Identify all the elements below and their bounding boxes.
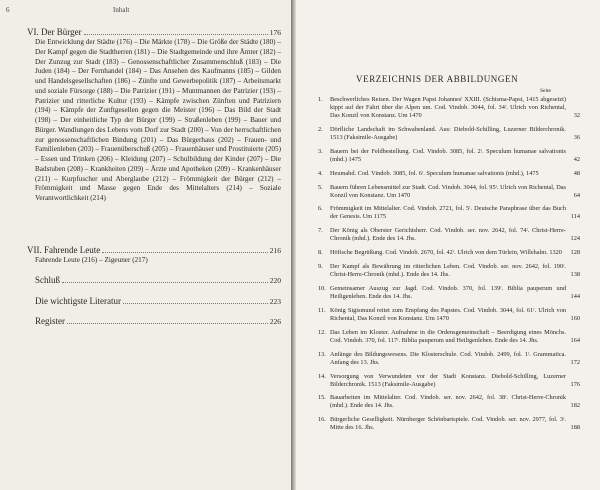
figure-page: 176 <box>570 380 580 388</box>
toc-chapter-vii <box>27 245 281 266</box>
figure-caption: Frömmigkeit im Mittelalter. Cod. Vindob. 2721, fol. 5ʳ. Deutsche Paraphrase über das Buch der Genesis. Um 1175 <box>330 205 566 221</box>
figure-page: 172 <box>570 358 580 366</box>
figure-entry <box>318 285 580 301</box>
figure-caption: Dörfliche Landschaft im Schwabenland. Aus: Diebold-Schilling, Luzerner Bilderchronik. 1513 (Faksimile-Ausgabe) <box>330 125 566 141</box>
figure-page: 36 <box>573 133 580 141</box>
figure-page: 128 <box>570 249 580 257</box>
right-page <box>296 0 600 490</box>
section-page: 220 <box>269 276 281 285</box>
figure-entry <box>318 249 580 257</box>
figure-number: 3. <box>318 147 323 155</box>
section-title: Register <box>35 316 65 326</box>
figure-page: 32 <box>573 112 580 119</box>
leader-dots <box>123 303 268 304</box>
section-title: Schluß <box>35 275 61 285</box>
section-page: 226 <box>269 317 281 326</box>
figure-entry <box>318 351 580 367</box>
leader-dots <box>62 282 268 283</box>
figure-page: 160 <box>570 314 580 322</box>
toc-register <box>27 316 281 327</box>
figure-number: 16. <box>318 416 326 424</box>
figure-page: 124 <box>570 235 580 243</box>
figure-number: 12. <box>318 328 326 336</box>
figure-entry <box>318 307 580 323</box>
running-head: Inhalt <box>113 6 130 14</box>
figure-page: 144 <box>570 293 580 301</box>
figure-entry <box>318 184 580 200</box>
figure-number: 1. <box>318 96 323 103</box>
figure-caption: Versorgung von Verwundeten vor der Stadt Konstanz. Diebold-Schilling, Luzerner Bilderchronik. 1513 (Faksimile-Ausgabe) <box>330 372 566 388</box>
figure-entry <box>318 126 580 142</box>
figure-page: 188 <box>570 424 580 432</box>
figure-caption: Das Leben im Kloster. Aufnahme in die Ordensgemeinschaft – Beerdigung eines Mönchs. Cod. Vindob. 370, fol. 117ʳ. Biblia pauperum und Heiligenleben. Ende des 14. Jhs. <box>330 328 566 344</box>
chapter-title: VI. Der Bürger <box>27 27 82 37</box>
figure-number: 5. <box>318 183 323 191</box>
figure-caption: Bürgerliche Geselligkeit. Nürnberger Schönbartspiele. Cod. Vindob. ser. nov. 2977, fol. 3ʳ. Mitte des 16. Jhs. <box>330 416 566 432</box>
chapter-subtopics: Die Entwicklung der Städte (176) – Die Märkte (178) – Die Größe der Städte (180) – Der Kampf gegen die Stadtherren (181) – Die Stadtgemeinde und ihre Ämter (182) – Der Zunzug zur Stadt (183) – Genossenschaftlicher Zusammenschluß (183) – Die Juden (184) – Der Fernhandel (184) – Das Ansehen des Kaufmanns (185) – Gilden und Handelsgesellschaften (186) – Zünfte und Gewerbepolitik (187) – Arbeitsmarkt und soziale Fürsorge (188) – Die Patrizier (191) – Muntmannen der Patrizier (193) – Patrizier und ritterliche Kultur (193) – Kämpfe zwischen Zünften und Patriziern (194) – Kämpfe der Zunftgesellen gegen die Meister (196) – Das Bild der Stadt (198) – Der einheitliche Typ der Bürger (199) – Straßenleben (199) – Bauer und Bürger. Wandlungen des Lebens vom Dorf zur Stadt (200) – Von der herrschaftlichen zur genossenschaftlichen Bindung (201) – Das Bürgerhaus (202) – Frauen- und Familienleben (203) – Frauenüberschuß (205) – Frauenhäuser und Prostituierte (205) – Essen und Trinken (206) – Kleidung (207) – Schulbildung der Kinder (207) – Die Badstuben (208) – Krankheiten (209) – Ärzte und Apotheken (209) – Krankenhäuser (211) – Kurpfuscher und Aberglaube (212) – Frömmigkeit der Bürger (212) – Frömmigkeit und Masse gegen Ende des Mittelalters (214) – Soziale Verantwortlichkeit (214) <box>35 38 281 202</box>
figure-entry <box>318 329 580 345</box>
left-page <box>0 0 291 490</box>
figure-entry <box>318 416 580 432</box>
figure-caption: Heumahd. Cod. Vindob. 3085, fol. 6ʳ. Speculum humanae salvationis (mhd.), 1475 <box>330 169 539 177</box>
figure-number: 7. <box>318 227 323 235</box>
figure-entry <box>318 148 580 164</box>
page-title: VERZEICHNIS DER ABBILDUNGEN <box>356 74 519 84</box>
figure-number: 14. <box>318 372 326 380</box>
section-page: 223 <box>269 297 281 306</box>
figure-page: 138 <box>570 271 580 279</box>
toc-chapter-vi <box>27 27 281 204</box>
figure-number: 11. <box>318 306 326 314</box>
figure-caption: Der König als Oberster Gerichtsherr. Cod. Vindob. ser. nov. 2642, fol. 74ʳ. Christ-Herre-Chronik (mhd.). Ende des 14. Jhs. <box>330 227 566 243</box>
section-title: Die wichtigste Literatur <box>35 296 121 306</box>
figure-caption: Beschwerliches Reisen. Der Wagen Papst Johannes' XXIII. (Schisma-Papst, 1415 abgesetzt) kippt auf der Fahrt über die Alpen um. Cod. Vindob. 3044, fol. 34ʳ. Ulrich von Richental, Das Konzil von Konstanz. Um 1470 <box>330 96 566 119</box>
figure-caption: Gemeinsamer Auszug zur Jagd. Cod. Vindob. 370, fol. 139ʳ. Biblia pauperum und Heiligenleben. Ende des 14. Jhs. <box>330 285 566 301</box>
figure-caption: Bauern führen Lebensmittel zur Stadt. Cod. Vindob. 3044, fol. 95ʳ. Ulrich von Richental, Das Konzil von Konstanz. Um 1470 <box>330 183 566 199</box>
toc-schluss <box>27 275 281 286</box>
figure-page: 114 <box>570 213 580 221</box>
figure-number: 10. <box>318 285 326 293</box>
chapter-page: 176 <box>269 28 281 37</box>
figure-entry <box>318 394 580 410</box>
figure-page: 64 <box>573 191 580 199</box>
figure-page: 48 <box>573 169 580 177</box>
figure-caption: Bauern bei der Feldbestellung. Cod. Vindob. 3085, fol. 2ʳ. Speculum humanae salvationis (mhd.) 1475 <box>330 147 566 163</box>
figure-number: 15. <box>318 394 326 402</box>
figure-entry <box>318 96 580 120</box>
figure-caption: Anfänge des Bildungswesens. Die Klosterschule. Cod. Vindob. 2499, fol. 1ʳ. Grammatica. Anfang des 13. Jhs. <box>330 350 566 366</box>
chapter-page: 216 <box>269 246 281 255</box>
figure-caption: Höfische Begrüßung. Cod. Vindob. 2670, fol. 42ʳ. Ulrich von dem Türlein, Willehalm. 1320 <box>330 249 562 257</box>
chapter-title: VII. Fahrende Leute <box>27 245 101 255</box>
figure-entry <box>318 205 580 221</box>
figure-number: 13. <box>318 350 326 358</box>
leader-dots <box>84 34 268 35</box>
page-column-label: Seite <box>540 88 551 94</box>
figure-caption: König Sigismund reitet zum Empfang des Papstes. Cod. Vindob. 3044, fol. 61ʳ. Ulrich von Richental, Das Konzil von Konstanz. Um 1470 <box>330 306 566 322</box>
figure-number: 6. <box>318 205 323 213</box>
figure-number: 8. <box>318 249 323 257</box>
figure-entry <box>318 373 580 389</box>
figure-number: 9. <box>318 263 323 271</box>
toc-literatur <box>27 296 281 307</box>
chapter-subtopics: Fahrende Leute (216) – Zigeuner (217) <box>35 256 148 264</box>
figure-number: 4. <box>318 169 323 177</box>
figure-caption: Bauarbeiten im Mittelalter. Cod. Vindob. ser. nov. 2642, fol. 38ʳ. Christ-Herre-Chronik (mhd.). Ende des 14. Jhs. <box>330 394 566 410</box>
figure-entry <box>318 263 580 279</box>
figure-entry <box>318 170 580 178</box>
leader-dots <box>67 323 268 324</box>
figure-page: 164 <box>570 336 580 344</box>
figure-page: 42 <box>573 155 580 163</box>
figure-entry <box>318 227 580 243</box>
page-number: 6 <box>6 6 10 14</box>
leader-dots <box>102 252 268 253</box>
figure-number: 2. <box>318 125 323 133</box>
figure-page: 182 <box>570 402 580 410</box>
figure-caption: Der Kampf als Bewährung im ritterlichen Leben. Cod. Vindob. ser. nov. 2642, fol. 190ʳ. Christ-Herre-Chronik (mhd.). Ende des 14. Jhs. <box>330 263 566 279</box>
figure-list <box>318 96 580 438</box>
